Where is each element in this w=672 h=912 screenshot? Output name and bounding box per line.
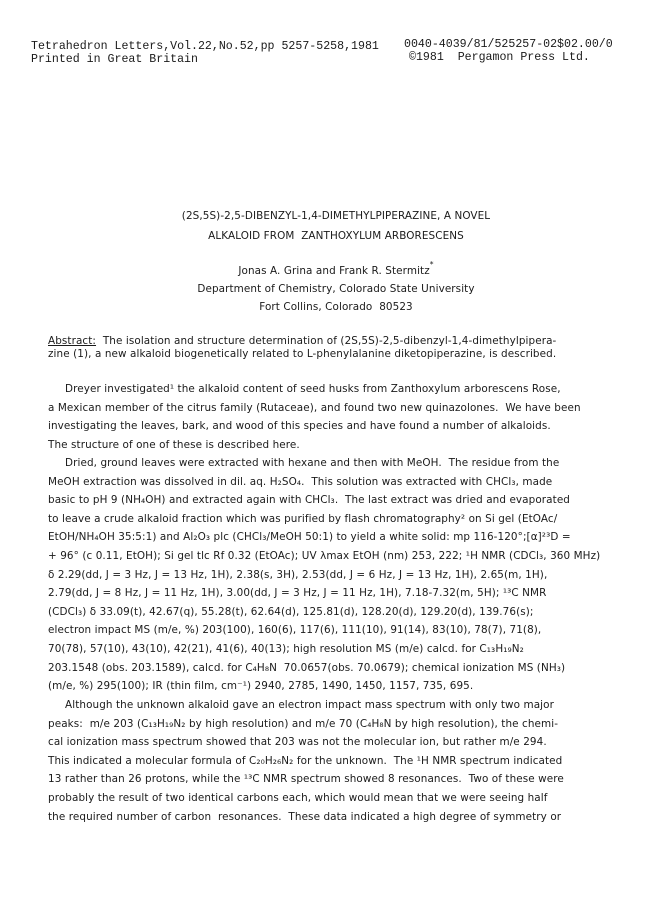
author-affiliation: Department of Chemistry, Colorado State University bbox=[197, 283, 475, 295]
body-line: 70(78), 57(10), 43(10), 42(21), 41(6), 40(13); high resolution MS (m/e) calcd. for C₁₃H₁₉N₂ bbox=[48, 642, 524, 655]
journal-citation: Tetrahedron Letters,Vol.22,No.52,pp 5257-5258,1981 bbox=[31, 40, 379, 53]
body-line: MeOH extraction was dissolved in dil. aq. H₂SO₄. This solution was extracted with CHCl₃, made bbox=[48, 475, 553, 488]
body-line: cal ionization mass spectrum showed that 203 was not the molecular ion, but rather m/e 294. bbox=[48, 736, 547, 749]
paragraph-experimental bbox=[48, 454, 628, 696]
author-names-text: Jonas A. Grina and Frank R. Stermitz bbox=[238, 265, 430, 277]
body-line: δ 2.29(dd, J = 3 Hz, J = 13 Hz, 1H), 2.38(s, 3H), 2.53(dd, J = 6 Hz, J = 13 Hz, 1H), 2.65(m, 1H), bbox=[48, 568, 548, 581]
body-line: Although the unknown alkaloid gave an electron impact mass spectrum with only two major bbox=[48, 699, 554, 711]
body-line: Dreyer investigated¹ the alkaloid content of seed husks from Zanthoxylum arborescens Rose, bbox=[48, 383, 561, 395]
body-line: 203.1548 (obs. 203.1589), calcd. for C₄H₈N 70.0657(obs. 70.0679); chemical ionization MS (NH₃) bbox=[48, 661, 566, 674]
body-line: Dried, ground leaves were extracted with hexane and then with MeOH. The residue from the bbox=[48, 457, 560, 469]
abstract bbox=[48, 335, 628, 361]
body-line: peaks: m/e 203 (C₁₃H₁₉N₂ by high resolution) and m/e 70 (C₄H₈N by high resolution), the chemi- bbox=[48, 717, 559, 730]
article-title-line-2: ALKALOID FROM ZANTHOXYLUM ARBORESCENS bbox=[208, 230, 464, 242]
abstract-label: Abstract: bbox=[48, 335, 97, 347]
body-line: + 96° (c 0.11, EtOH); Si gel tlc Rf 0.32 (EtOAc); UV λmax EtOH (nm) 253, 222; ¹H NMR (CDCl₃, 360 MHz) bbox=[48, 549, 601, 562]
copyright-line: ©1981 Pergamon Press Ltd. bbox=[409, 51, 590, 64]
paragraph-discussion bbox=[48, 696, 628, 826]
body-line: to leave a crude alkaloid fraction which was purified by flash chromatography² on Si gel (EtOAc/ bbox=[48, 512, 558, 525]
printed-notice: Printed in Great Britain bbox=[31, 53, 198, 66]
author-names bbox=[0, 260, 672, 277]
article-code: 0040-4039/81/525257-02$02.00/0 bbox=[404, 38, 613, 51]
article-title-line-1: (2S,5S)-2,5-DIBENZYL-1,4-DIMETHYLPIPERAZINE, A NOVEL bbox=[181, 210, 491, 222]
abstract-text-1: The isolation and structure determination of (2S,5S)-2,5-dibenzyl-1,4-dimethylpipera- bbox=[96, 335, 557, 347]
body-line: 2.79(dd, J = 8 Hz, J = 11 Hz, 1H), 3.00(dd, J = 3 Hz, J = 11 Hz, 1H), 7.18-7.32(m, 5H); ¹³C NMR bbox=[48, 587, 547, 600]
body-line: The structure of one of these is described here. bbox=[48, 438, 300, 451]
author-location: Fort Collins, Colorado 80523 bbox=[259, 301, 413, 313]
body-line: electron impact MS (m/e, %) 203(100), 160(6), 117(6), 111(10), 91(14), 83(10), 78(7), 71(8), bbox=[48, 624, 542, 637]
abstract-line-1 bbox=[48, 335, 628, 348]
body-line: a Mexican member of the citrus family (Rutaceae), and found two new quinazolones. We have been bbox=[48, 401, 581, 414]
body-line: (m/e, %) 295(100); IR (thin film, cm⁻¹) 2940, 2785, 1490, 1450, 1157, 735, 695. bbox=[48, 680, 474, 693]
body-line: 13 rather than 26 protons, while the ¹³C NMR spectrum showed 8 resonances. Two of these were bbox=[48, 773, 564, 786]
body-line: investigating the leaves, bark, and wood of this species and have found a number of alkaloids. bbox=[48, 420, 551, 433]
body-line: EtOH/NH₄OH 35:5:1) and Al₂O₃ plc (CHCl₃/MeOH 50:1) to yield a white solid: mp 116-120°;[α]²³D = bbox=[48, 531, 571, 544]
body-line: This indicated a molecular formula of C₂₀H₂₆N₂ for the unknown. The ¹H NMR spectrum indicated bbox=[48, 754, 563, 767]
body-line: (CDCl₃) δ 33.09(t), 42.67(q), 55.28(t), 62.64(d), 125.81(d), 128.20(d), 129.20(d), 139.76(s); bbox=[48, 605, 534, 618]
abstract-line-2: zine (1), a new alkaloid biogenetically related to L-phenylalanine diketopiperazine, is described. bbox=[48, 348, 557, 361]
paragraph-introduction bbox=[48, 380, 628, 454]
body-line: the required number of carbon resonances. These data indicated a high degree of symmetry or bbox=[48, 810, 562, 823]
corresponding-author-mark: * bbox=[429, 260, 434, 269]
body-line: probably the result of two identical carbons each, which would mean that we were seeing half bbox=[48, 791, 548, 804]
body-line: basic to pH 9 (NH₄OH) and extracted again with CHCl₃. The last extract was dried and evaporated bbox=[48, 494, 571, 507]
